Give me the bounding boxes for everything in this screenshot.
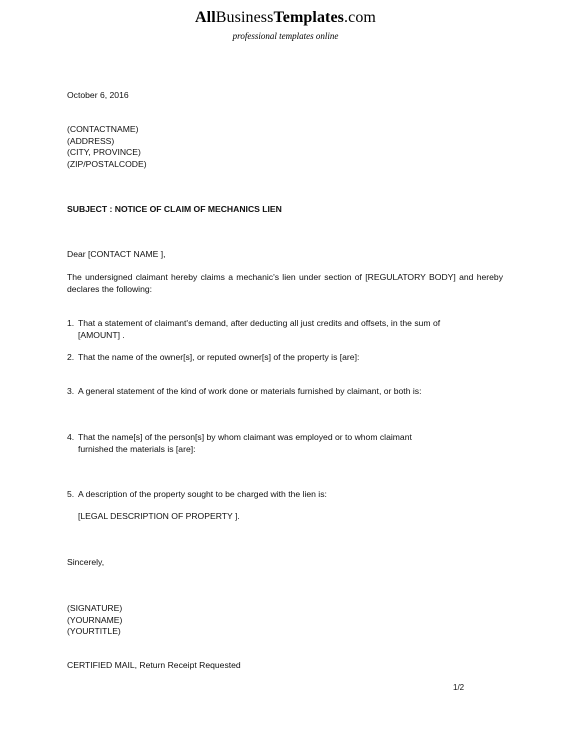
certified-mail-note: CERTIFIED MAIL, Return Receipt Requested — [67, 660, 241, 670]
legal-description-placeholder: [LEGAL DESCRIPTION OF PROPERTY ]. — [78, 511, 240, 521]
list-item-2-text: That the name of the owner[s], or reputed owner[s] of the property is [are]: — [78, 352, 360, 362]
brand-part-all: All — [195, 9, 216, 26]
list-item-5-text: A description of the property sought to be charged with the lien is: — [78, 489, 327, 499]
list-item-1-number: 1. — [67, 318, 75, 328]
list-item-1-continuation: [AMOUNT] . — [78, 329, 125, 340]
letter-subject: SUBJECT : NOTICE OF CLAIM OF MECHANICS LIEN — [67, 204, 282, 214]
letter-date: October 6, 2016 — [67, 90, 129, 100]
address-city-province: (CITY, PROVINCE) — [67, 147, 141, 157]
address-zip: (ZIP/POSTALCODE) — [67, 158, 147, 169]
brand-part-com: .com — [344, 9, 376, 26]
page-number: 1/2 — [453, 683, 465, 692]
list-item-4-number: 4. — [67, 432, 75, 442]
signer-name: (YOURNAME) — [67, 614, 123, 625]
list-item-5 — [67, 489, 503, 501]
brand-part-business: Business — [215, 9, 274, 26]
list-item-3-number: 3. — [67, 386, 75, 396]
list-item-5-number: 5. — [67, 489, 75, 499]
list-item-4-text: That the name[s] of the person[s] by whom claimant was employed or to whom claimant — [78, 432, 412, 442]
page-header — [0, 9, 571, 41]
list-item-4-continuation: furnished the materials is [are]: — [78, 443, 196, 454]
address-street: (ADDRESS) — [67, 135, 115, 146]
list-item-4 — [67, 432, 503, 455]
brand-tagline: professional templates online — [232, 31, 339, 41]
letter-intro-paragraph: The undersigned claimant hereby claims a mechanic's lien under section of [REGULATORY BODY] and hereby declares the following: — [67, 272, 503, 294]
list-item-1-text: That a statement of claimant's demand, after deducting all just credits and offsets, in the sum of — [78, 318, 441, 328]
brand-logo — [0, 9, 571, 27]
signature-line: (SIGNATURE) — [67, 603, 123, 613]
signer-title: (YOURTITLE) — [67, 626, 121, 636]
list-item-2-number: 2. — [67, 352, 75, 362]
brand-part-templates: Templates — [273, 9, 345, 26]
letter-salutation: Dear [CONTACT NAME ], — [67, 249, 166, 259]
letter-closing: Sincerely, — [67, 557, 105, 567]
list-item-3 — [67, 386, 503, 398]
list-item-2 — [67, 352, 503, 364]
list-item-1 — [67, 318, 503, 341]
address-contact-name: (CONTACTNAME) — [67, 124, 139, 134]
list-item-3-text: A general statement of the kind of work done or materials furnished by claimant, or both is: — [78, 386, 422, 396]
